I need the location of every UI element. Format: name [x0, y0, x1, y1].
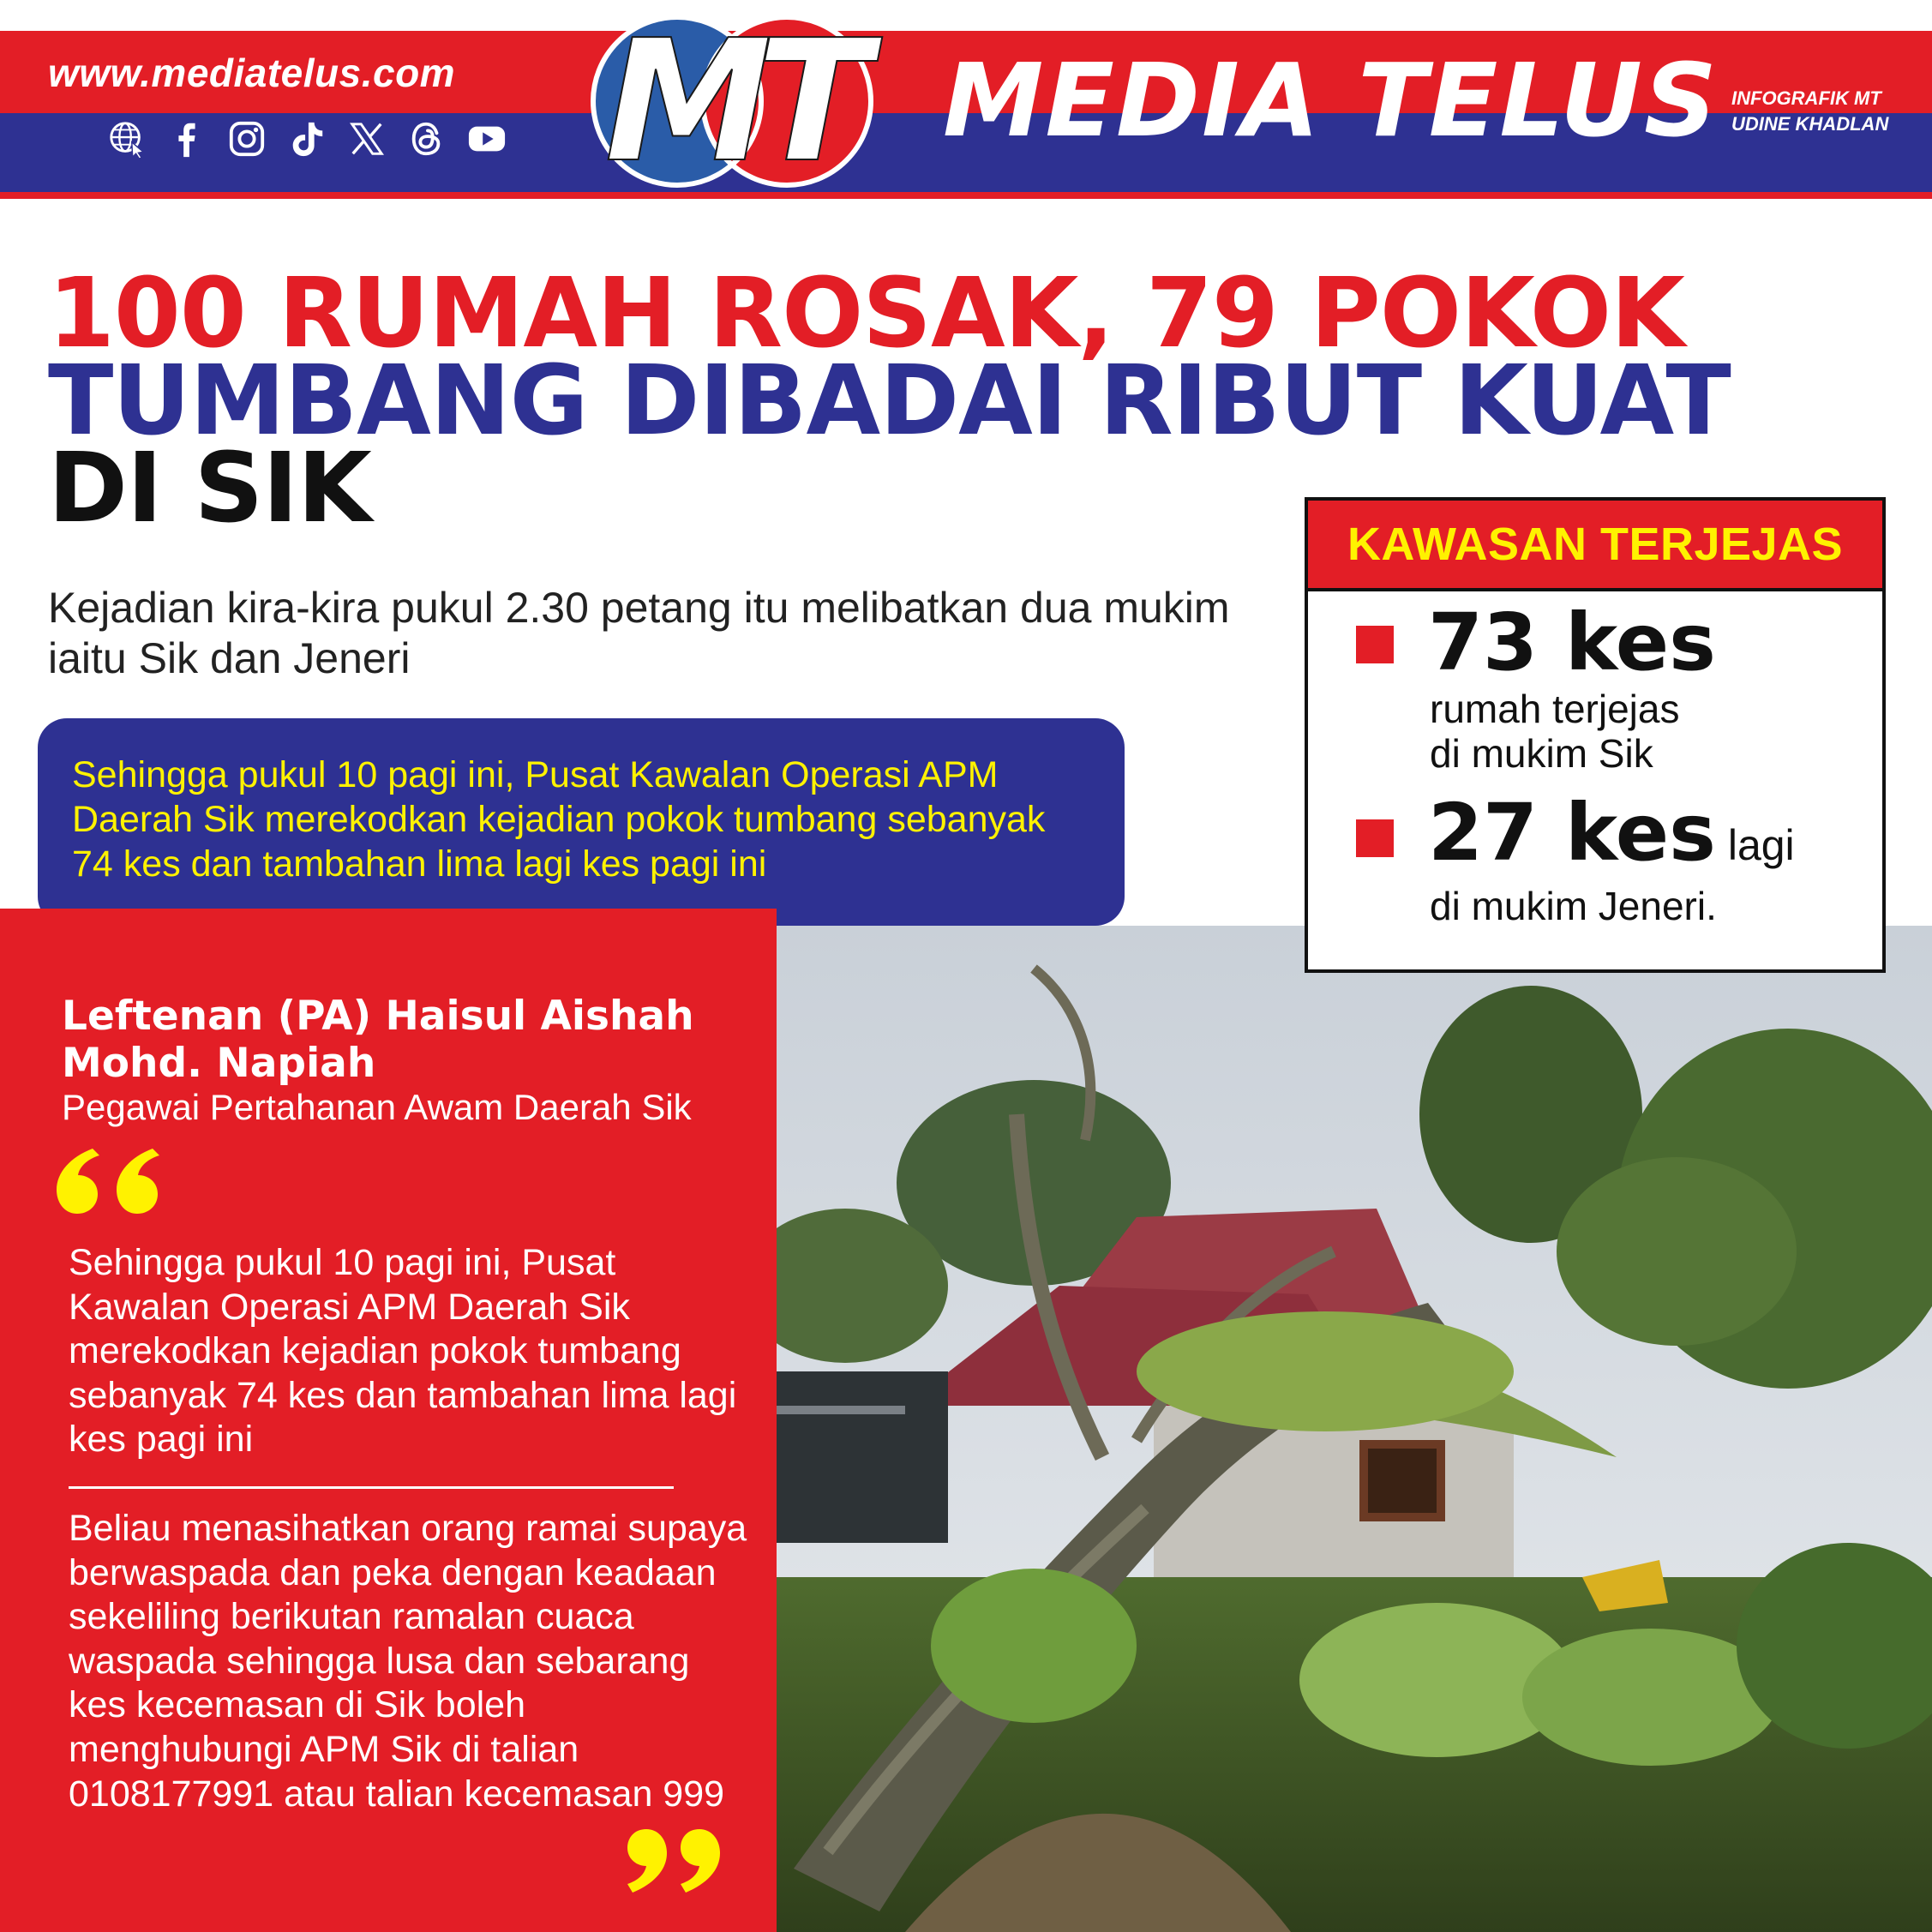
- instagram-icon[interactable]: [226, 118, 267, 159]
- stat-item-sik: [1308, 591, 1882, 789]
- x-icon[interactable]: [346, 118, 387, 159]
- headline-line-2: TUMBANG DIBADAI RIBUT KUAT: [48, 345, 1731, 457]
- stat-value-jeneri-extra: lagi: [1715, 821, 1795, 869]
- website-link[interactable]: www.mediatelus.com: [48, 51, 456, 95]
- headline-line-1: 100 RUMAH ROSAK, 79 POKOK: [48, 258, 1684, 369]
- square-bullet-icon: [1356, 626, 1394, 663]
- affected-areas-title: KAWASAN TERJEJAS: [1308, 501, 1882, 588]
- stat-item-jeneri: [1308, 787, 1882, 962]
- mt-logo: [549, 7, 909, 195]
- tiktok-icon[interactable]: [286, 118, 327, 159]
- logo-letters: MT: [604, 7, 856, 195]
- highlight-box: [38, 718, 1125, 926]
- threads-icon[interactable]: [406, 118, 447, 159]
- square-bullet-icon: [1356, 819, 1394, 857]
- facebook-icon[interactable]: [166, 118, 207, 159]
- header-accent-line: [0, 192, 1932, 199]
- fallen-tree-photo: [777, 926, 1932, 1932]
- header-banner: [0, 0, 1932, 199]
- stat-value-jeneri-number: 27 kes: [1428, 787, 1716, 879]
- stat-value-sik: [1428, 597, 1716, 688]
- speaker-role: Pegawai Pertahanan Awam Daerah Sik: [62, 1087, 692, 1127]
- brand-name: MEDIA TELUS: [943, 41, 1719, 159]
- infographic-credit: [1731, 86, 1888, 136]
- stat-value-sik-number: 73 kes: [1428, 597, 1716, 688]
- quote-divider: [69, 1486, 674, 1489]
- speaker-name: Leftenan (PA) Haisul Aishah Mohd. Napiah: [62, 993, 694, 1088]
- stat-value-jeneri: [1428, 787, 1795, 879]
- open-quote-icon: [51, 1140, 163, 1217]
- affected-areas-box: [1305, 497, 1886, 973]
- credit-line-1: INFOGRAFIK MT: [1731, 87, 1881, 109]
- credit-line-2: UDINE KHADLAN: [1731, 112, 1889, 135]
- social-icons: [106, 118, 507, 159]
- quote-text-part-1: Sehingga pukul 10 pagi ini, Pusat Kawalan Operasi APM Daerah Sik merekodkan kejadian pokok tumbang sebanyak 74 kes dan tambahan lima lagi kes pagi ini: [69, 1242, 737, 1461]
- lede-text: Kejadian kira-kira pukul 2.30 petang itu melibatkan dua mukim iaitu Sik dan Jeneri: [48, 584, 1230, 682]
- quote-text-part-2: Beliau menasihatkan orang ramai supaya berwaspada dan peka dengan keadaan sekeliling berikutan ramalan cuaca waspada sehingga lusa dan sebarang kes kecemasan di Sik boleh menghubungi APM Sik di talian 0108177991 atau talian kecemasan 999: [69, 1508, 747, 1815]
- stat-desc-sik-line2: di mukim Sik: [1430, 731, 1653, 776]
- stat-desc-sik-line1: rumah terjejas: [1430, 687, 1680, 731]
- stat-desc-jeneri-line1: di mukim Jeneri.: [1430, 884, 1717, 928]
- youtube-icon[interactable]: [466, 118, 507, 159]
- highlight-text: Sehingga pukul 10 pagi ini, Pusat Kawalan Operasi APM Daerah Sik merekodkan kejadian pokok tumbang sebanyak 74 kes dan tambahan lima lagi kes pagi ini: [72, 754, 1046, 885]
- close-quote-icon: [626, 1826, 729, 1898]
- globe-icon[interactable]: [106, 118, 147, 159]
- headline-line-3: DI SIK: [48, 433, 371, 544]
